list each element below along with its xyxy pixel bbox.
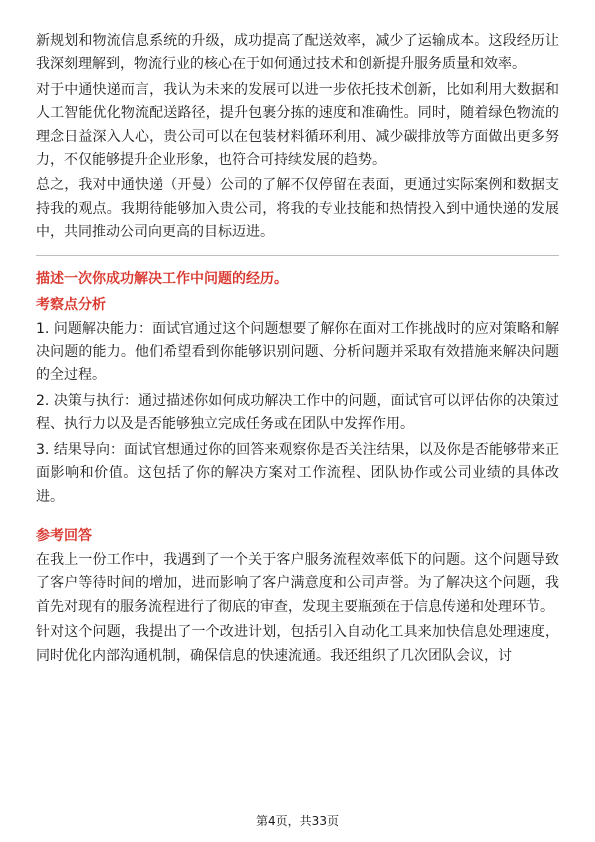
- question-title: 描述一次你成功解决工作中问题的经历。: [36, 270, 288, 287]
- document-page: [36, 30, 559, 670]
- page-footer: 第4页，共33页: [256, 814, 339, 828]
- intro-paragraph-1: 新规划和物流信息系统的升级，成功提高了配送效率，减少了运输成本。这段经历让我深刻理解到，物流行业的核心在于如何通过技术和创新提升服务质量和效率。: [36, 33, 559, 73]
- analysis-item-3: 3. 结果导向：面试官想通过你的回答来观察你是否关注结果，以及你是否能够带来正面影响和价值。这包括了你的解决方案对工作流程、团队协作或公司业绩的具体改进。: [36, 441, 559, 505]
- intro-paragraph-2: 对于中通快递而言，我认为未来的发展可以进一步依托技术创新，比如利用大数据和人工智能优化物流配送路径，提升包裹分拣的速度和准确性。同时，随着绿色物流的理念日益深入人心，贵公司可以在包装材料循环利用、减少碳排放等方面做出更多努力，不仅能够提升企业形象，也符合可持续发展的趋势。: [36, 81, 559, 169]
- analysis-heading: 考察点分析: [36, 296, 106, 313]
- answer-heading: 参考回答: [36, 527, 92, 544]
- intro-paragraph-3: 总之，我对中通快递（开曼）公司的了解不仅停留在表面，更通过实际案例和数据支持我的观点。我期待能够加入贵公司，将我的专业技能和热情投入到中通快递的发展中，共同推动公司向更高的目标迈进。: [36, 177, 559, 241]
- analysis-item-2: 2. 决策与执行：通过描述你如何成功解决工作中的问题，面试官可以评估你的决策过程、执行力以及是否能够独立完成任务或在团队中发挥作用。: [36, 392, 559, 433]
- analysis-item-1: 1. 问题解决能力：面试官通过这个问题想要了解你在面对工作挑战时的应对策略和解决问题的能力。他们希望看到你能够识别问题、分析问题并采取有效措施来解决问题的全过程。: [36, 320, 559, 384]
- answer-paragraph-2: 针对这个问题，我提出了一个改进计划，包括引入自动化工具来加快信息处理速度，同时优化内部沟通机制，确保信息的快速流通。我还组织了几次团队会议，讨: [36, 624, 559, 664]
- section-divider: [36, 255, 559, 256]
- spacer: [36, 511, 559, 525]
- answer-paragraph-1: 在我上一份工作中，我遇到了一个关于客户服务流程效率低下的问题。这个问题导致了客户等待时间的增加，进而影响了客户满意度和公司声誉。为了解决这个问题，我首先对现有的服务流程进行了彻底的审查，发现主要瓶颈在于信息传递和处理环节。: [36, 551, 559, 615]
